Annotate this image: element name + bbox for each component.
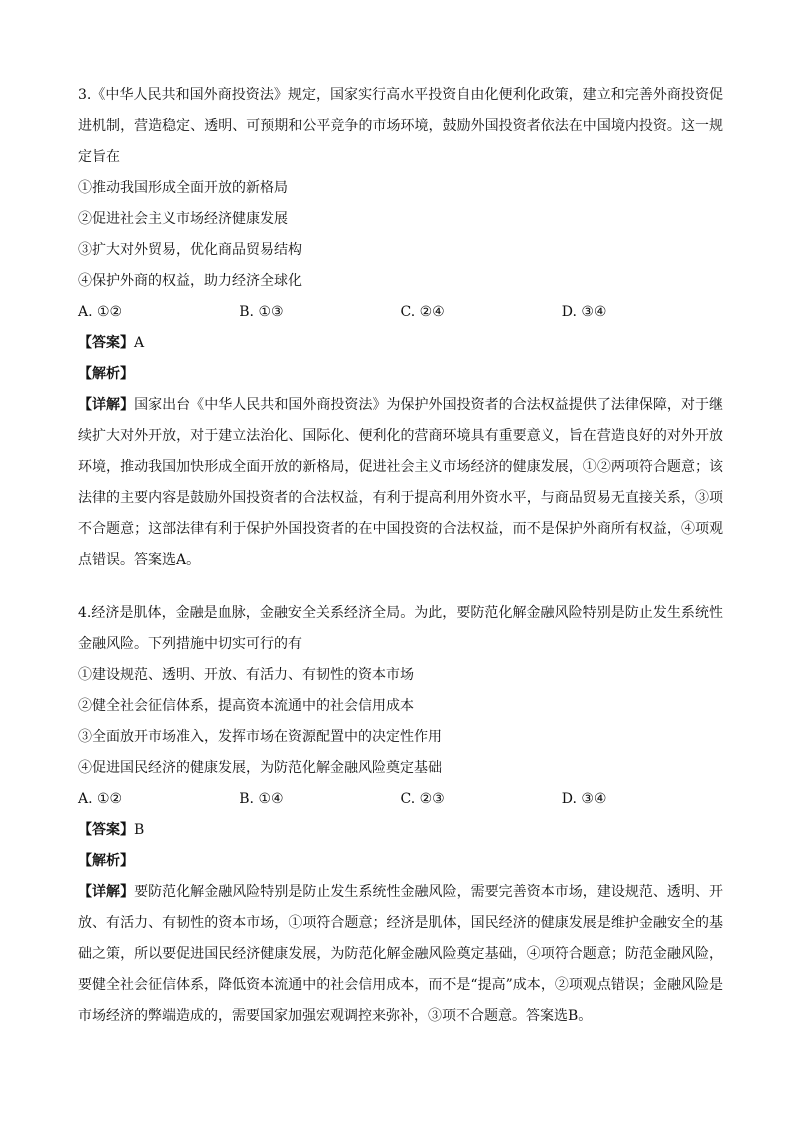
statement-2: ②促进社会主义市场经济健康发展 [78, 211, 288, 227]
statement-3: ③扩大对外贸易，优化商品贸易结构 [78, 242, 302, 258]
option-c: C. ②③ [400, 791, 445, 807]
analysis-label: 【解析】 [78, 366, 134, 382]
analysis-line [78, 846, 723, 877]
statement-4: ④保护外商的权益，助力经济全球化 [78, 273, 302, 289]
answer-value: B [134, 822, 145, 838]
answer-value: A [134, 335, 145, 351]
option-a: A. ①② [78, 791, 123, 807]
statement-2: ②健全社会征信体系，提高资本流通中的社会信用成本 [78, 698, 414, 714]
question-stem: 4.经济是肌体，金融是血脉，金融安全关系经济全局。为此，要防范化解金融风险特别是防止发生系统性金融风险。下列措施中切实可行的有 [78, 605, 723, 652]
analysis-label: 【解析】 [78, 853, 134, 869]
option-a: A. ①② [78, 304, 123, 320]
detail-label: 【详解】 [78, 397, 135, 413]
answer-label: 【答案】 [78, 822, 134, 838]
answer-options [78, 297, 723, 328]
option-d: D. ③④ [561, 791, 607, 807]
option-d: D. ③④ [561, 304, 607, 320]
detail-text: 国家出台《中华人民共和国外商投资法》为保护外国投资者的合法权益提供了法律保障，对于继续扩大对外开放，对于建立法治化、国际化、便利化的营商环境具有重要意义，旨在营造良好的对外开放环境，推动我国加快形成全面开放的新格局，促进社会主义市场经济的健康发展，①②两项符合题意；该法律的主要内容是鼓励外国投资者的合法权益，有利于提高利用外资水平，与商品贸易无直接关系，③项不合题意；这部法律有利于保护外国投资者的在中国投资的合法权益，而不是保护外商所有权益，④项观点错误。答案选A。 [78, 397, 724, 568]
answer-line [78, 815, 723, 846]
detail-text: 要防范化解金融风险特别是防止发生系统性金融风险，需要完善资本市场，建设规范、透明、开放、有活力、有韧性的资本市场，①项符合题意；经济是肌体，国民经济的健康发展是维护金融安全的基础之策，所以要促进国民经济健康发展，为防范化解金融风险奠定基础，④项符合题意；防范金融风险，要健全社会征信体系，降低资本流通中的社会信用成本，而不是“提高”成本，②项观点错误；金融风险是市场经济的弊端造成的，需要国家加强宏观调控来弥补，③项不合题意。答案选B。 [78, 884, 724, 1024]
analysis-line [78, 359, 723, 390]
statement-1: ①建设规范、透明、开放、有活力、有韧性的资本市场 [78, 667, 414, 683]
option-b: B. ①④ [239, 791, 284, 807]
option-c: C. ②④ [400, 304, 445, 320]
detail-label: 【详解】 [78, 884, 135, 900]
document-page [78, 80, 723, 1032]
detail-paragraph [78, 877, 723, 1032]
answer-label: 【答案】 [78, 335, 134, 351]
answer-line [78, 328, 723, 359]
statement-3: ③全面放开市场准入，发挥市场在资源配置中的决定性作用 [78, 729, 442, 745]
option-b: B. ①③ [239, 304, 284, 320]
answer-options [78, 784, 723, 815]
question-3 [78, 80, 723, 576]
statement-4: ④促进国民经济的健康发展，为防范化解金融风险奠定基础 [78, 760, 442, 776]
question-4 [78, 598, 723, 1032]
question-stem: 3.《中华人民共和国外商投资法》规定，国家实行高水平投资自由化便利化政策，建立和完善外商投资促进机制，营造稳定、透明、可预期和公平竞争的市场环境，鼓励外国投资者依法在中国境内投资。这一规定旨在 [78, 87, 723, 165]
statement-1: ①推动我国形成全面开放的新格局 [78, 180, 288, 196]
detail-paragraph [78, 390, 723, 576]
